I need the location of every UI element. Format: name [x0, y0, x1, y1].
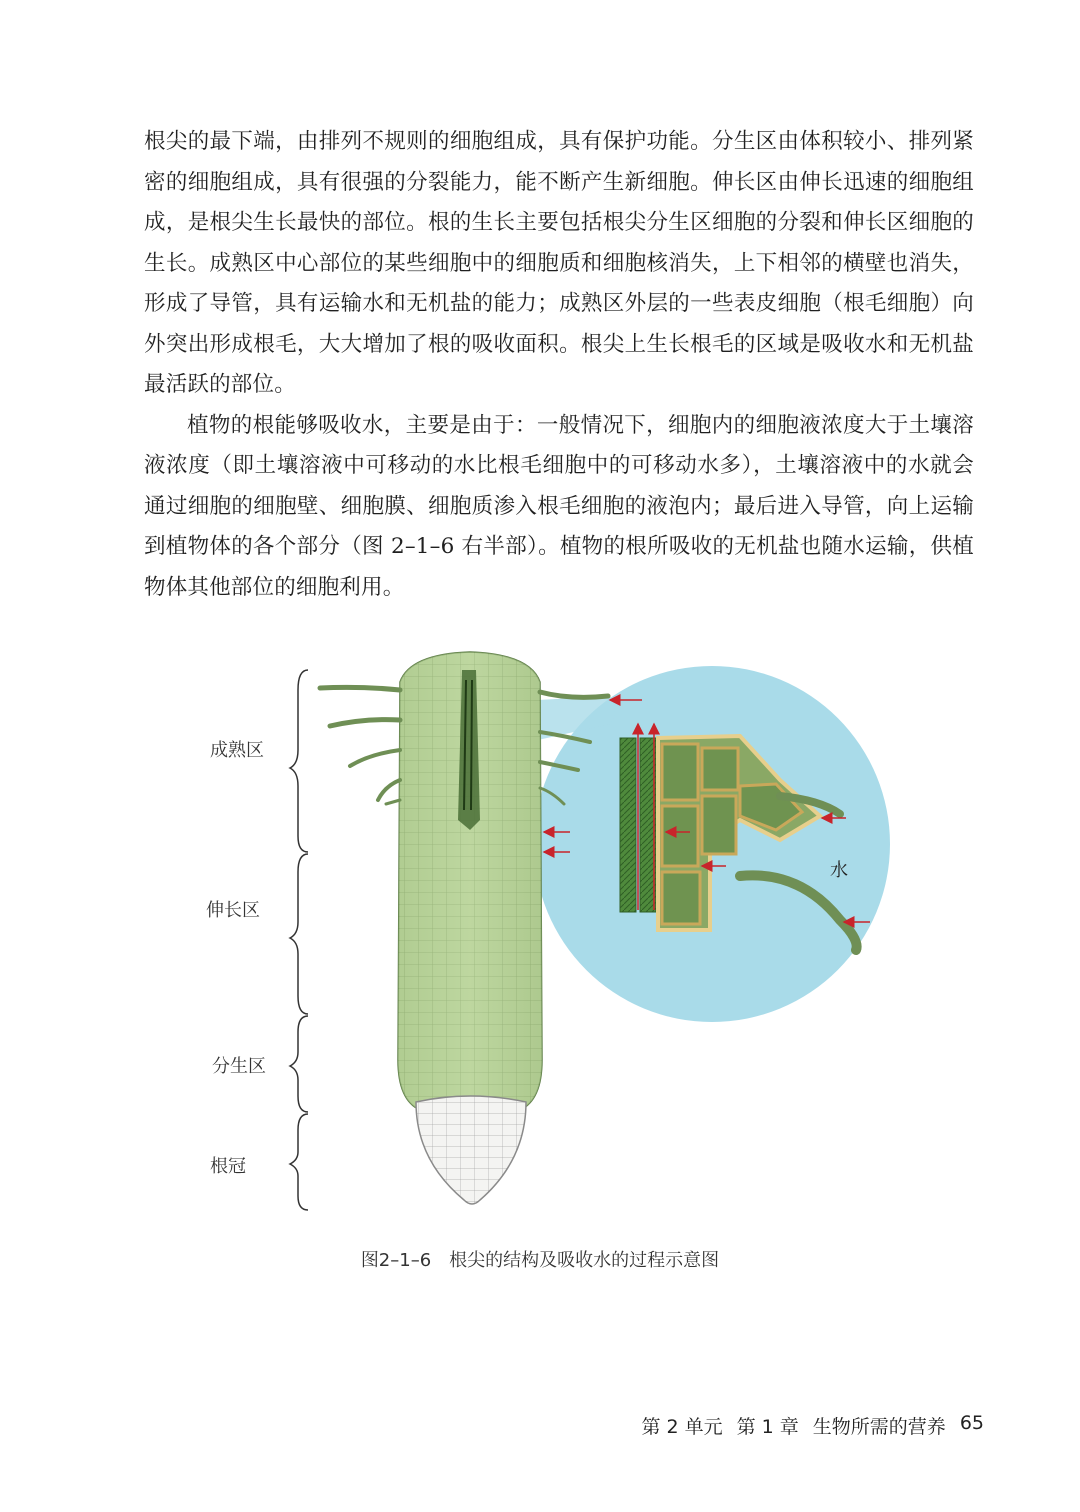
root-hair	[350, 750, 400, 766]
zone-braces	[290, 670, 308, 1210]
brace-meristem	[290, 1016, 308, 1112]
root-hair	[540, 692, 608, 697]
label-maturation-zone: 成熟区	[210, 740, 264, 761]
label-meristem-zone: 分生区	[212, 1056, 266, 1077]
paragraph-2: 植物的根能够吸收水，主要是由于：一般情况下，细胞内的细胞液浓度大于土壤溶液浓度（即土壤溶液中可移动的水比根毛细胞中的可移动水多），土壤溶液中的水就会通过细胞的细胞壁、细胞膜、细胞质渗入根毛细胞的液泡内；最后进入导管，向上运输到植物体的各个部分（图 2–1–6 右半部）。植物的根所吸收的无机盐也随水运输，供植物体其他部位的细胞利用。	[144, 412, 974, 600]
page-number: 65	[959, 1412, 984, 1434]
body-text	[144, 122, 974, 608]
root-hair	[378, 780, 400, 800]
figure-caption: 图2–1–6 根尖的结构及吸收水的过程示意图	[360, 1250, 720, 1271]
root-tip-illustration	[180, 640, 920, 1230]
label-elongation-zone: 伸长区	[206, 900, 260, 921]
root-tip-figure	[180, 640, 920, 1230]
label-root-cap: 根冠	[210, 1156, 246, 1177]
brace-root-cap	[290, 1114, 308, 1210]
root-hair	[330, 720, 400, 726]
root-hair	[320, 687, 400, 690]
footer-chapter: 第 1 章	[736, 1416, 799, 1438]
page-footer	[641, 1412, 984, 1439]
footer-title: 生物所需的营养	[812, 1416, 946, 1438]
brace-elongation	[290, 854, 308, 1014]
footer-unit: 第 2 单元	[641, 1416, 723, 1438]
paragraph-1: 根尖的最下端，由排列不规则的细胞组成，具有保护功能。分生区由体积较小、排列紧密的细胞组成，具有很强的分裂能力，能不断产生新细胞。伸长区由伸长迅速的细胞组成，是根尖生长最快的部位。根的生长主要包括根尖分生区细胞的分裂和伸长区细胞的生长。成熟区中心部位的某些细胞中的细胞质和细胞核消失，上下相邻的横壁也消失，形成了导管，具有运输水和无机盐的能力；成熟区外层的一些表皮细胞（根毛细胞）向外突出形成根毛，大大增加了根的吸收面积。根尖上生长根毛的区域是吸收水和无机盐最活跃的部位。	[144, 129, 974, 397]
brace-maturation	[290, 670, 308, 852]
label-water: 水	[830, 860, 848, 881]
root-cap	[416, 1096, 526, 1204]
